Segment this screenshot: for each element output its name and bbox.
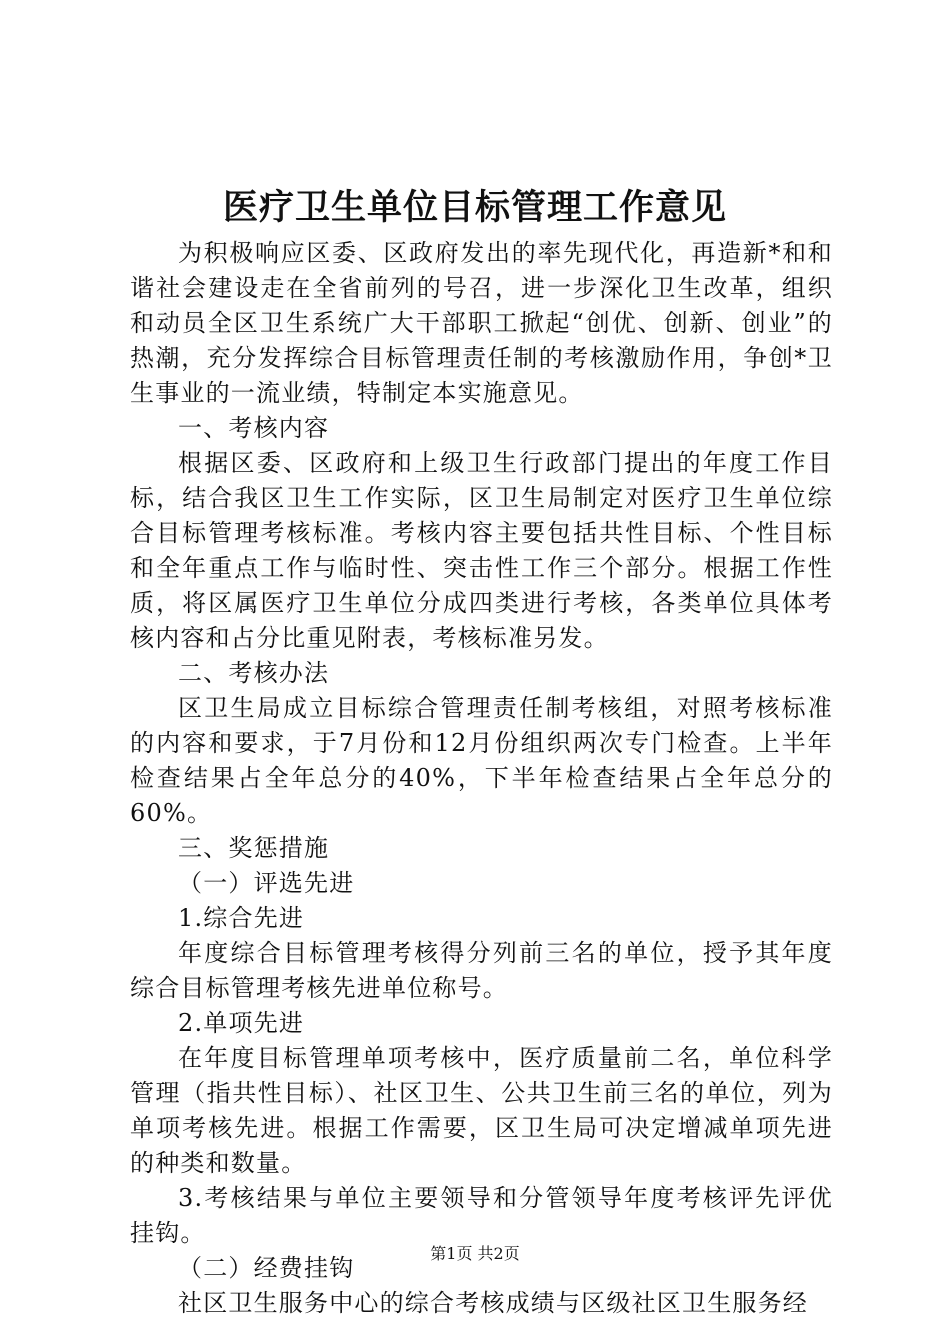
section-heading-content: 一、考核内容	[178, 414, 330, 442]
paragraph-intro: 为积极响应区委、区政府发出的率先现代化，再造新*和和谐社会建设走在全省前列的号召，进一步深化卫生改革，组织和动员全区卫生系统广大干部职工掀起“创优、创新、创业”的热潮，充分发挥综合目标管理责任制的考核激励作用，争创*卫生事业的一流业绩，特制定本实施意见。	[130, 239, 833, 407]
document-body	[130, 236, 833, 1321]
section-heading-rewards: 三、奖惩措施	[178, 834, 330, 862]
section-heading-method: 二、考核办法	[178, 659, 330, 687]
page-footer: 第1页 共2页	[430, 1244, 520, 1263]
paragraph-funds: 社区卫生服务中心的综合考核成绩与区级社区卫生服务经	[178, 1289, 808, 1317]
document-title: 医疗卫生单位目标管理工作意见	[222, 187, 727, 228]
paragraph-content: 根据区委、区政府和上级卫生行政部门提出的年度工作目标，结合我区卫生工作实际，区卫生局制定对医疗卫生单位综合目标管理考核标准。考核内容主要包括共性目标、个性目标和全年重点工作与临时性、突击性工作三个部分。根据工作性质，将区属医疗卫生单位分成四类进行考核，各类单位具体考核内容和占分比重见附表，考核标准另发。	[130, 449, 833, 652]
paragraph-leaders: 3.考核结果与单位主要领导和分管领导年度考核评先评优挂钩。	[130, 1184, 833, 1247]
item-heading-overall: 1.综合先进	[178, 904, 305, 932]
item-heading-single: 2.单项先进	[178, 1009, 305, 1037]
subsection-heading-funds: （二）经费挂钩	[178, 1254, 355, 1282]
subsection-heading-select: （一）评选先进	[178, 869, 355, 897]
paragraph-method: 区卫生局成立目标综合管理责任制考核组，对照考核标准的内容和要求，于7月份和12月份组织两次专门检查。上半年检查结果占全年总分的40%，下半年检查结果占全年总分的60%。	[130, 694, 833, 827]
paragraph-overall: 年度综合目标管理考核得分列前三名的单位，授予其年度综合目标管理考核先进单位称号。	[130, 939, 833, 1002]
paragraph-single: 在年度目标管理单项考核中，医疗质量前二名，单位科学管理（指共性目标）、社区卫生、公共卫生前三名的单位，列为单项考核先进。根据工作需要，区卫生局可决定增减单项先进的种类和数量。	[130, 1044, 833, 1177]
